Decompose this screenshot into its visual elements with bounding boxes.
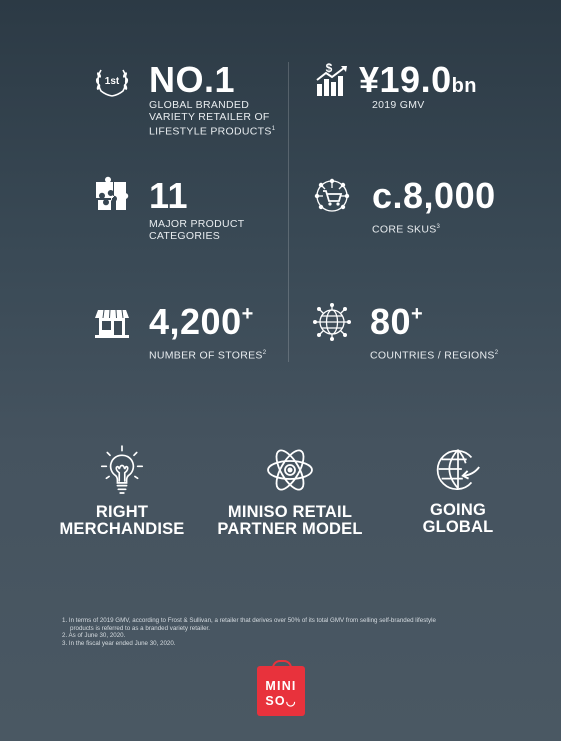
stat-product-categories [92,176,282,246]
stat-value: ¥19.0bn [359,59,478,100]
svg-text:$: $ [325,61,333,75]
storefront-icon [92,302,132,342]
stat-description: NUMBER OF STORES$^2$ [149,349,267,362]
stat-gmv [312,60,512,120]
stat-value: c.8,000 [372,175,496,216]
stat-description: CORE SKUS$^3$ [372,223,441,236]
stat-countries [312,302,512,362]
lightbulb-icon [99,444,145,496]
pillar-partner-model [210,444,370,538]
stat-description: GLOBAL BRANDED VARIETY RETAILER OF LIFESTYLE PRODUCTS$^1$ [149,99,276,138]
pillar-going-global [388,444,528,536]
stat-stores [92,302,282,362]
revenue-growth-icon [312,60,352,100]
miniso-logo: MINI SO◡ [257,660,305,716]
stat-description: MAJOR PRODUCT CATEGORIES [149,218,245,242]
stat-value: 11 [149,175,189,216]
first-place-laurel-icon [92,60,132,100]
pillar-label: MINISO RETAIL PARTNER MODEL [217,503,363,538]
stat-value: 4,200+ [149,301,254,342]
atom-icon [264,444,316,496]
footnotes: 1. In terms of 2019 GMV, according to Frost & Sullivan, a retailer that derives over 50% of its total GMV from selling self-branded lifestyle products is referred to as a branded variety retailer. 2. As of June 30, 2020. 3. In the fiscal year ended June 30, 2020. [62,617,436,647]
pillar-label: GOING GLOBAL [422,501,494,536]
pillar-right-merchandise [52,444,192,538]
shopping-cart-network-icon [312,176,352,216]
stat-value: 80+ [370,301,424,342]
stat-description: COUNTRIES / REGIONS$^2$ [370,349,499,362]
stat-value: NO.1 [149,59,236,100]
column-divider [288,62,289,362]
stat-description: 2019 GMV [372,99,425,111]
puzzle-icon [92,176,132,216]
stat-core-skus [312,176,512,236]
globe-network-icon [312,302,352,342]
globe-arrow-icon [433,444,483,494]
pillar-label: RIGHT MERCHANDISE [59,503,185,538]
svg-text:1st: 1st [104,76,120,87]
stat-global-rank [92,60,282,140]
